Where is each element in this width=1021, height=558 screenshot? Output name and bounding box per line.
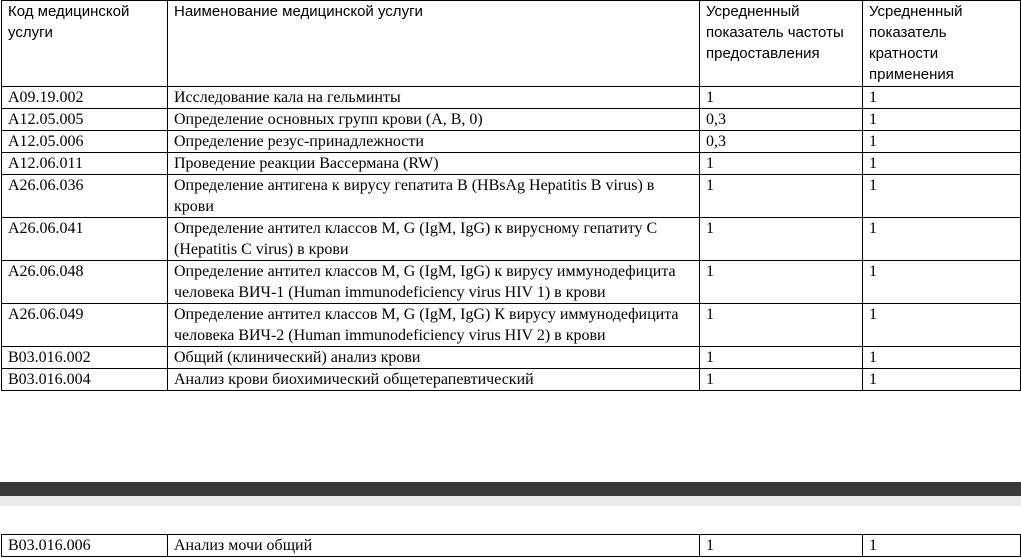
service-name: Анализ мочи общий — [168, 535, 700, 557]
services-table-continuation — [1, 534, 1021, 557]
service-name: Определение антигена к вирусу гепатита B (HBsAg Hepatitis B virus) в крови — [168, 175, 700, 218]
table-row — [2, 109, 1021, 131]
services-table — [1, 0, 1021, 391]
service-code: A12.05.006 — [2, 131, 168, 153]
service-name: Общий (клинический) анализ крови — [168, 347, 700, 369]
service-frequency: 1 — [700, 261, 863, 304]
service-frequency: 1 — [700, 535, 863, 557]
table-row — [2, 218, 1021, 261]
service-code: B03.016.002 — [2, 347, 168, 369]
service-frequency: 1 — [700, 218, 863, 261]
table-row — [2, 87, 1021, 109]
table-row — [2, 261, 1021, 304]
service-code: B03.016.004 — [2, 369, 168, 391]
service-name: Определение антител классов M, G (IgM, IgG) к вирусу иммунодефицита человека ВИЧ-1 (Human immunodeficiency virus HIV 1) в крови — [168, 261, 700, 304]
service-code: A26.06.041 — [2, 218, 168, 261]
service-name: Исследование кала на гельминты — [168, 87, 700, 109]
service-multiplicity: 1 — [863, 131, 1021, 153]
service-frequency: 1 — [700, 153, 863, 175]
service-name: Определение резус-принадлежности — [168, 131, 700, 153]
header-multiplicity: Усредненный показатель кратности применения — [863, 1, 1021, 87]
service-frequency: 1 — [700, 175, 863, 218]
service-multiplicity: 1 — [863, 175, 1021, 218]
service-multiplicity: 1 — [863, 109, 1021, 131]
header-code: Код медицинской услуги — [2, 1, 168, 87]
table-row — [2, 535, 1021, 557]
table-row — [2, 304, 1021, 347]
service-multiplicity: 1 — [863, 369, 1021, 391]
service-frequency: 1 — [700, 87, 863, 109]
service-name: Проведение реакции Вассермана (RW) — [168, 153, 700, 175]
service-name: Определение основных групп крови (A, B, 0) — [168, 109, 700, 131]
service-code: A12.05.005 — [2, 109, 168, 131]
service-multiplicity: 1 — [863, 304, 1021, 347]
service-multiplicity: 1 — [863, 535, 1021, 557]
table-row — [2, 131, 1021, 153]
service-code: A09.19.002 — [2, 87, 168, 109]
service-code: A12.06.011 — [2, 153, 168, 175]
table-row — [2, 153, 1021, 175]
service-frequency: 0,3 — [700, 109, 863, 131]
header-frequency: Усредненный показатель частоты предоставления — [700, 1, 863, 87]
service-multiplicity: 1 — [863, 87, 1021, 109]
service-frequency: 1 — [700, 304, 863, 347]
service-frequency: 1 — [700, 347, 863, 369]
service-code: A26.06.048 — [2, 261, 168, 304]
service-code: B03.016.006 — [2, 535, 168, 557]
page-gap — [0, 496, 1021, 506]
service-name: Определение антител классов M, G (IgM, IgG) к вирусному гепатиту C (Hepatitis C virus) в крови — [168, 218, 700, 261]
service-multiplicity: 1 — [863, 261, 1021, 304]
header-name: Наименование медицинской услуги — [168, 1, 700, 87]
service-multiplicity: 1 — [863, 347, 1021, 369]
service-multiplicity: 1 — [863, 153, 1021, 175]
service-multiplicity: 1 — [863, 218, 1021, 261]
service-code: A26.06.049 — [2, 304, 168, 347]
table-row — [2, 369, 1021, 391]
page-break-divider — [0, 482, 1021, 496]
service-name: Определение антител классов M, G (IgM, IgG) К вирусу иммунодефицита человека ВИЧ-2 (Human immunodeficiency virus HIV 2) в крови — [168, 304, 700, 347]
service-frequency: 0,3 — [700, 131, 863, 153]
service-name: Анализ крови биохимический общетерапевтический — [168, 369, 700, 391]
table-row — [2, 347, 1021, 369]
service-frequency: 1 — [700, 369, 863, 391]
service-code: A26.06.036 — [2, 175, 168, 218]
table-row — [2, 175, 1021, 218]
table-header-row — [2, 1, 1021, 87]
